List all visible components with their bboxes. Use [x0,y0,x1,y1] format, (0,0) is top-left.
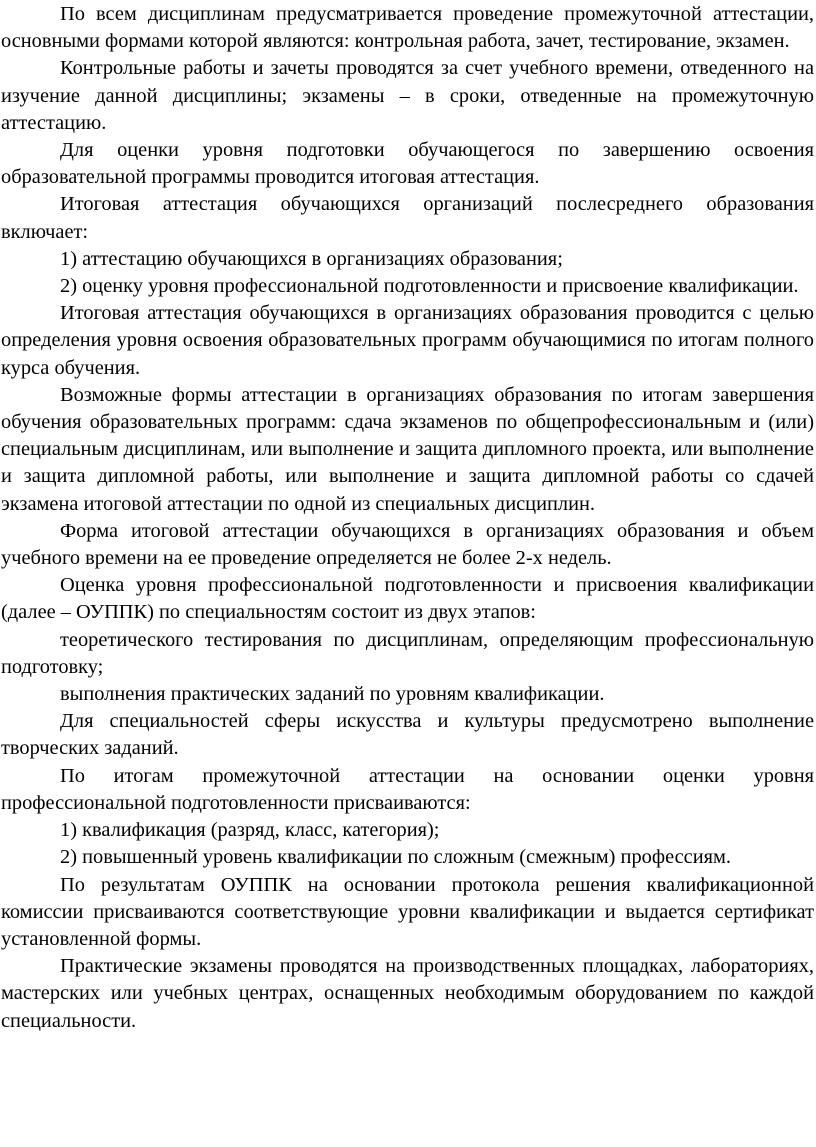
paragraph-attestation-duration: Форма итоговой аттестации обучающихся в организациях образования и объем учебного времени на ее проведение определяется не более 2-х недель. [1,519,814,570]
paragraph-ouppk-stages: Оценка уровня профессиональной подготовленности и присвоения квалификации (далее – ОУППК) по специальностям состоит из двух этапов: [1,574,814,624]
paragraph-creative-tasks: Для специальностей сферы искусства и культуры предусмотрено выполнение творческих заданий. [1,710,814,760]
paragraph-tests-and-exams: Контрольные работы и зачеты проводятся за счет учебного времени, отведенного на изучение данной дисциплины; экзамены – в сроки, отведенные на промежуточную аттестацию. [1,57,814,134]
paragraph-assigned-results: По итогам промежуточной аттестации на основании оценки уровня профессиональной подготовленности присваиваются: [1,764,814,814]
paragraph-final-attestation-includes: Итоговая аттестация обучающихся организаций послесреднего образования включает: [1,193,814,243]
paragraph-attestation-forms: Возможные формы аттестации в организациях образования по итогам завершения обучения образовательных программ: сдача экзаменов по общепрофессиональным и (или) специальным дисциплинам, или выполнение и защита дипломного проекта, или выполнение и защита дипломной работы, или выполнение и защита дипломной работы со сдачей экзамена итоговой аттестации по одной из специальных дисциплин. [1,383,814,515]
paragraph-intermediate-attestation: По всем дисциплинам предусматривается проведение промежуточной аттестации, основными формами которой являются: контрольная работа, зачет, тестирование, экзамен. [1,3,814,53]
list-item-attestation: 1) аттестацию обучающихся в организациях образования; [60,247,563,270]
list-item-qualification-assessment: 2) оценку уровня профессиональной подготовленности и присвоение квалификации. [60,275,799,298]
paragraph-practical-exams: Практические экзамены проводятся на производственных площадках, лабораториях, мастерских или учебных центрах, оснащенных необходимым оборудованием по каждой специальности. [1,955,814,1032]
paragraph-ouppk-results: По результатам ОУППК на основании протокола решения квалификационной комиссии присваиваются соответствующие уровни квалификации и выдается сертификат установленной формы. [1,873,814,950]
list-item-higher-qualification: 2) повышенный уровень квалификации по сложным (смежным) профессиям. [60,846,732,869]
paragraph-attestation-purpose: Итоговая аттестация обучающихся в организациях образования проводится с целью определения уровня освоения образовательных программ обучающимися по итогам полного курса обучения. [1,302,814,379]
list-item-qualification-rank: 1) квалификация (разряд, класс, категория); [60,819,440,842]
paragraph-final-attestation: Для оценки уровня подготовки обучающегося по завершению освоения образовательной программы проводится итоговая аттестация. [1,139,814,189]
list-item-theoretical-testing: теоретического тестирования по дисциплинам, определяющим профессиональную подготовку; [1,628,814,678]
list-item-practical-tasks: выполнения практических заданий по уровням квалификации. [60,683,605,706]
